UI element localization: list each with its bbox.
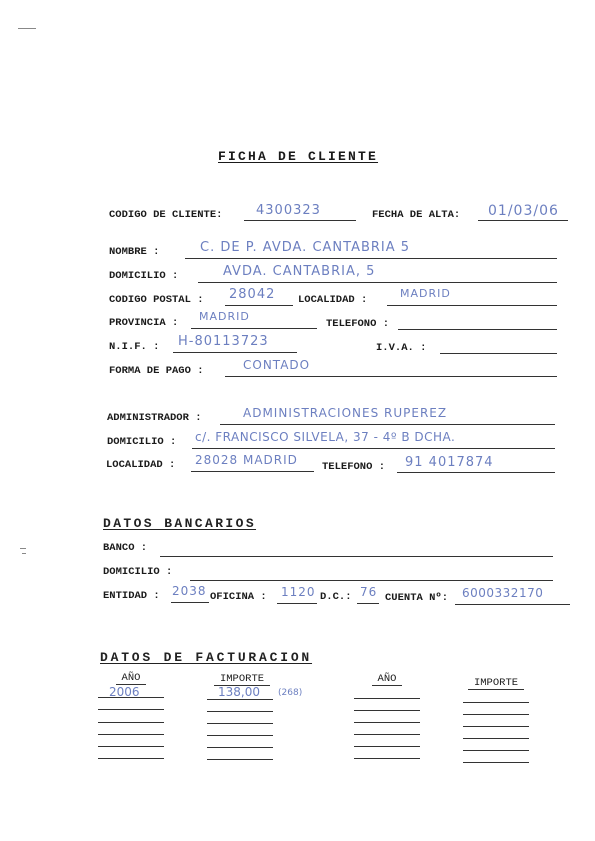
forma-pago-label: FORMA DE PAGO :	[109, 365, 204, 377]
admin-domicilio-line	[192, 448, 555, 449]
datos-facturacion-heading: DATOS DE FACTURACION	[100, 650, 313, 665]
domicilio-label: DOMICILIO :	[109, 270, 179, 282]
entidad-value[interactable]: 2038	[172, 584, 207, 598]
admin-localidad-line	[191, 471, 314, 472]
provincia-label: PROVINCIA :	[109, 317, 179, 329]
domicilio-line	[198, 282, 557, 283]
scan-speck	[18, 28, 36, 29]
table-row-line	[98, 746, 164, 747]
col-ano-2-header: AÑO	[354, 673, 420, 686]
iva-label: I.V.A. :	[376, 342, 427, 354]
table-row-line	[207, 735, 273, 736]
table-row-line	[98, 697, 164, 698]
admin-localidad-value[interactable]: 28028 MADRID	[195, 453, 298, 467]
table-row-line	[354, 746, 420, 747]
fecha-alta-label: FECHA DE ALTA:	[372, 209, 461, 221]
table-row-line	[207, 723, 273, 724]
table-row-line	[354, 758, 420, 759]
table-row-line	[354, 722, 420, 723]
administrador-value[interactable]: ADMINISTRACIONES RUPEREZ	[243, 406, 448, 420]
table-row-line	[98, 758, 164, 759]
localidad-label: LOCALIDAD :	[298, 294, 368, 306]
table-row-line	[354, 698, 420, 699]
table-row-line	[98, 722, 164, 723]
table-row-line	[207, 711, 273, 712]
entidad-label: ENTIDAD :	[103, 590, 160, 602]
nif-line	[173, 352, 297, 353]
provincia-value[interactable]: MADRID	[199, 310, 250, 323]
iva-line	[440, 353, 557, 354]
codigo-cliente-label: CODIGO DE CLIENTE:	[109, 209, 223, 221]
table-row-line	[207, 759, 273, 760]
col-ano-1-header: AÑO	[98, 672, 164, 685]
admin-localidad-label: LOCALIDAD :	[106, 459, 176, 471]
entidad-line	[171, 602, 209, 603]
cuenta-value[interactable]: 6000332170	[462, 586, 544, 600]
nombre-label: NOMBRE :	[109, 246, 160, 258]
col-importe-2-header: IMPORTE	[463, 677, 529, 690]
scan-speck	[22, 553, 26, 554]
col-importe-1-header: IMPORTE	[207, 673, 277, 686]
codigo-postal-value[interactable]: 28042	[229, 287, 276, 302]
fecha-alta-line	[478, 220, 568, 221]
administrador-label: ADMINISTRADOR :	[107, 412, 202, 424]
admin-domicilio-label: DOMICILIO :	[107, 436, 177, 448]
dc-line	[357, 603, 379, 604]
telefono-line	[398, 329, 557, 330]
admin-domicilio-value[interactable]: c/. FRANCISCO SILVELA, 37 - 4º B DCHA.	[195, 430, 456, 444]
table-row-line	[463, 738, 529, 739]
domicilio-value[interactable]: AVDA. CANTABRIA, 5	[223, 264, 376, 279]
nif-value[interactable]: H-80113723	[178, 334, 269, 349]
form-title: FICHA DE CLIENTE	[218, 149, 379, 164]
datos-bancarios-heading: DATOS BANCARIOS	[103, 516, 257, 531]
importe-1-value[interactable]: 138,00	[218, 685, 260, 699]
nombre-value[interactable]: C. DE P. AVDA. CANTABRIA 5	[200, 240, 411, 255]
oficina-value[interactable]: 1120	[281, 585, 316, 599]
provincia-line	[191, 328, 317, 329]
fecha-alta-value[interactable]: 01/03/06	[488, 203, 559, 219]
forma-pago-value[interactable]: CONTADO	[243, 358, 311, 372]
codigo-cliente-line	[244, 220, 356, 221]
importe-1-note: (268)	[278, 688, 303, 698]
codigo-cliente-value[interactable]: 4300323	[256, 203, 321, 218]
admin-telefono-value[interactable]: 91 4017874	[405, 455, 494, 470]
nif-label: N.I.F. :	[109, 341, 160, 353]
table-row-line	[463, 762, 529, 763]
table-row-line	[98, 734, 164, 735]
administrador-line	[220, 424, 555, 425]
table-row-line	[463, 702, 529, 703]
admin-telefono-label: TELEFONO :	[322, 461, 386, 473]
cuenta-label: CUENTA Nº:	[385, 592, 449, 604]
table-row-line	[354, 734, 420, 735]
table-row-line	[463, 714, 529, 715]
admin-telefono-line	[397, 472, 555, 473]
banco-domicilio-line	[190, 580, 553, 581]
table-row-line	[354, 710, 420, 711]
nombre-line	[185, 258, 557, 259]
codigo-postal-label: CODIGO POSTAL :	[109, 294, 204, 306]
table-row-line	[207, 699, 273, 700]
forma-pago-line	[225, 376, 557, 377]
scan-speck	[20, 548, 26, 549]
oficina-label: OFICINA :	[210, 591, 267, 603]
telefono-label: TELEFONO :	[326, 318, 390, 330]
banco-domicilio-label: DOMICILIO :	[103, 566, 173, 578]
dc-value[interactable]: 76	[360, 585, 378, 599]
localidad-line	[387, 305, 557, 306]
table-row-line	[463, 750, 529, 751]
table-row-line	[98, 709, 164, 710]
localidad-value[interactable]: MADRID	[400, 287, 451, 300]
banco-line	[160, 556, 553, 557]
cuenta-line	[455, 604, 570, 605]
table-row-line	[463, 726, 529, 727]
oficina-line	[277, 603, 317, 604]
banco-label: BANCO :	[103, 542, 148, 554]
table-row-line	[207, 747, 273, 748]
ano-1-value[interactable]: 2006	[109, 685, 140, 699]
codigo-postal-line	[225, 305, 293, 306]
dc-label: D.C.:	[320, 591, 352, 603]
